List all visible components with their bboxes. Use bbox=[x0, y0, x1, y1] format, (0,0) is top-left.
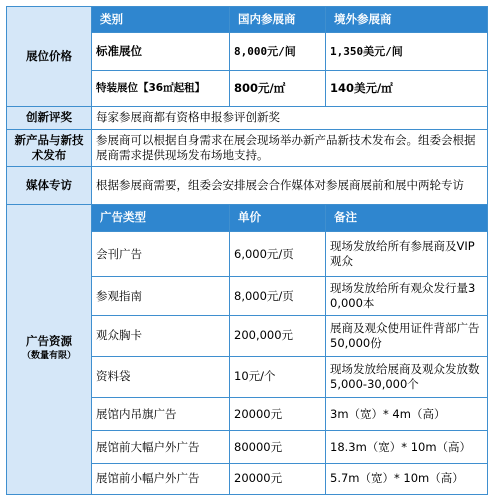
ad-type-cell: 参观指南 bbox=[92, 277, 230, 315]
ad-remark-header: 备注 bbox=[326, 204, 488, 231]
ad-remark-cell: 展商及观众使用证件背部广告50,000份 bbox=[326, 315, 488, 356]
media-interview-label: 媒体专访 bbox=[7, 167, 92, 204]
ad-resources-label: 广告资源 bbox=[26, 334, 72, 349]
ad-price-cell: 6,000元/页 bbox=[230, 231, 326, 277]
ad-type-cell: 会刊广告 bbox=[92, 231, 230, 277]
media-interview-text: 根据参展商需要，组委会安排展会合作媒体对参展商展前和展中两轮专访 bbox=[92, 167, 488, 204]
ad-remark-cell: 现场发放给所有观众发行量30,000本 bbox=[326, 277, 488, 315]
ad-type-cell: 展馆内吊旗广告 bbox=[92, 398, 230, 431]
ad-type-cell: 展馆前大幅户外广告 bbox=[92, 431, 230, 463]
standard-booth-domestic-price: 8,000元/间 bbox=[230, 33, 326, 71]
special-booth-label: 特装展位【36㎡起租】 bbox=[92, 71, 230, 106]
ad-price-cell: 8,000元/页 bbox=[230, 277, 326, 315]
ad-type-cell: 展馆前小幅户外广告 bbox=[92, 463, 230, 494]
innovation-award-text: 每家参展商都有资格申报参评创新奖 bbox=[92, 106, 488, 129]
ad-type-cell: 资料袋 bbox=[92, 356, 230, 398]
ad-remark-cell: 5.7m（宽）* 10m（高） bbox=[326, 463, 488, 494]
booth-price-label: 展位价格 bbox=[7, 7, 92, 107]
booth-price-header-row bbox=[7, 7, 488, 33]
booth-category-header: 类别 bbox=[92, 7, 230, 33]
ad-price-cell: 20000元 bbox=[230, 398, 326, 431]
exhibition-info-table bbox=[6, 6, 488, 495]
ad-remark-cell: 18.3m（宽）* 10m（高） bbox=[326, 431, 488, 463]
new-product-release-text: 参展商可以根据自身需求在展会现场举办新产品新技术发布会。组委会根据展商需求提供现场发布场地支持。 bbox=[92, 129, 488, 166]
new-product-release-row bbox=[7, 129, 488, 166]
innovation-award-label: 创新评奖 bbox=[7, 106, 92, 129]
new-product-release-label: 新产品与新技术发布 bbox=[7, 129, 92, 166]
standard-booth-overseas-price: 1,350美元/间 bbox=[326, 33, 488, 71]
domestic-exhibitor-header: 国内参展商 bbox=[230, 7, 326, 33]
ad-type-cell: 观众胸卡 bbox=[92, 315, 230, 356]
ad-price-cell: 10元/个 bbox=[230, 356, 326, 398]
ad-remark-cell: 现场发放给展商及观众发放数5,000-30,000个 bbox=[326, 356, 488, 398]
ad-resources-header-row bbox=[7, 204, 488, 231]
innovation-award-row bbox=[7, 106, 488, 129]
standard-booth-label: 标准展位 bbox=[92, 33, 230, 71]
special-booth-overseas-price: 140美元/㎡ bbox=[326, 71, 488, 106]
media-interview-row bbox=[7, 167, 488, 204]
ad-price-header: 单价 bbox=[230, 204, 326, 231]
ad-price-cell: 200,000元 bbox=[230, 315, 326, 356]
ad-remark-cell: 3m（宽）* 4m（高） bbox=[326, 398, 488, 431]
ad-resources-note: （数量有限） bbox=[21, 351, 76, 362]
ad-remark-cell: 现场发放给所有参展商及VIP观众 bbox=[326, 231, 488, 277]
special-booth-domestic-price: 800元/㎡ bbox=[230, 71, 326, 106]
ad-type-header: 广告类型 bbox=[92, 204, 230, 231]
ad-price-cell: 20000元 bbox=[230, 463, 326, 494]
overseas-exhibitor-header: 境外参展商 bbox=[326, 7, 488, 33]
ad-resources-label-cell bbox=[7, 204, 92, 494]
ad-price-cell: 80000元 bbox=[230, 431, 326, 463]
